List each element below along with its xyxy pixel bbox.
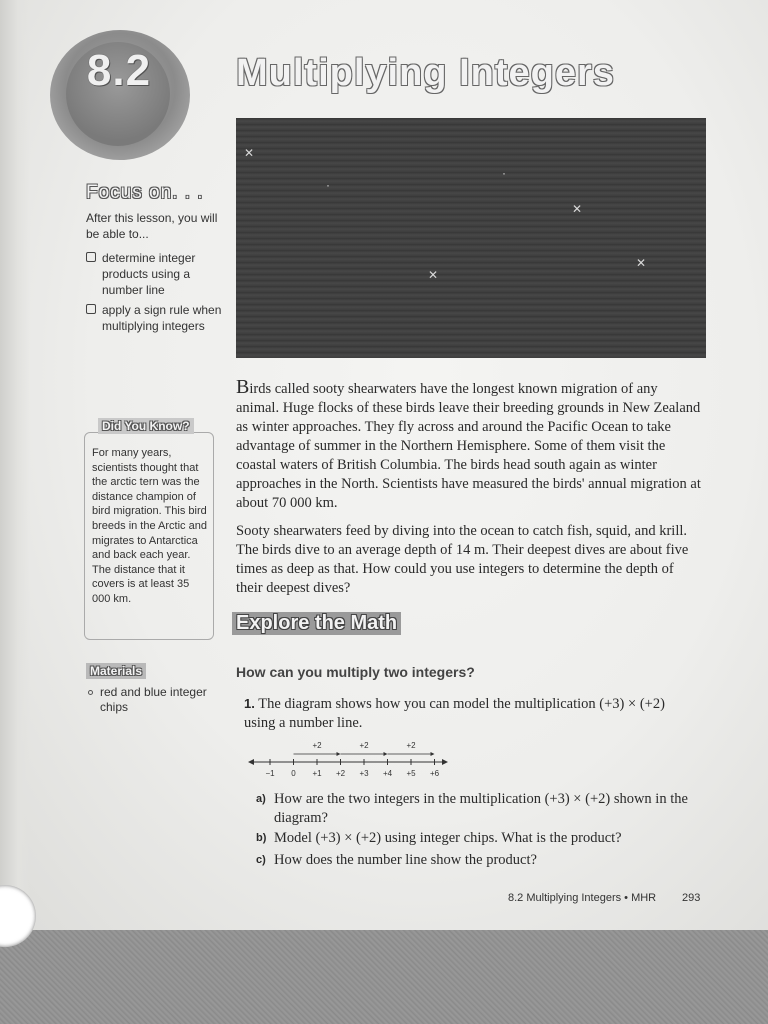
- scanner-bottom-band: [0, 930, 768, 1024]
- question-1: [244, 694, 694, 733]
- intro-paragraph-2: Sooty shearwaters feed by diving into the ocean to catch fish, squid, and krill. The birds dive to an average depth of 14 m. Their deepest dives are about five times as deep as that. How could you use integers to determine the depth of their deepest dives?: [236, 523, 689, 596]
- bird-icon: ·: [502, 166, 506, 180]
- page-footer: 8.2 Multiplying Integers • MHR: [508, 892, 657, 904]
- jump-label: +2: [359, 741, 369, 750]
- focus-intro: After this lesson, you will be able to...: [86, 211, 218, 241]
- subquestion-a-text: How are the two integers in the multiplication (+3) × (+2) shown in the diagram?: [274, 791, 688, 826]
- drop-cap: B: [236, 376, 250, 398]
- bird-icon: ✕: [636, 256, 647, 270]
- subquestion-b-text: Model (+3) × (+2) using integer chips. What is the product?: [274, 830, 622, 846]
- page-left-shadow: [0, 0, 30, 940]
- explore-question-heading: How can you multiply two integers?: [236, 664, 475, 680]
- jump-arrowhead-icon: [384, 752, 388, 756]
- arrow-right-icon: [442, 759, 448, 765]
- subquestion-a: [258, 790, 688, 828]
- section-number: 8.2: [86, 46, 152, 95]
- question-1-text: The diagram shows how you can model the multiplication (+3) × (+2) using a number line.: [244, 696, 665, 731]
- bird-icon: ·: [326, 178, 330, 192]
- section-title: Multiplying Integers: [236, 52, 615, 94]
- subquestion-c-letter: c): [256, 854, 266, 866]
- number-line-tick-label: −1: [265, 769, 275, 778]
- checkbox-icon: [86, 252, 96, 262]
- checkbox-icon: [86, 304, 96, 314]
- focus-item: [86, 250, 226, 298]
- number-line-tick-label: +5: [406, 769, 416, 778]
- materials-list: [86, 685, 226, 715]
- subquestion-b: [258, 829, 688, 848]
- materials-title: Materials: [86, 663, 146, 679]
- number-line-tick-label: +4: [382, 769, 393, 778]
- bird-icon: ✕: [244, 146, 255, 160]
- intro-paragraph-1-text: irds called sooty shearwaters have the longest known migration of any animal. Huge flocks of these birds leave their breeding grounds in New Zealand as winter approaches. They fly across and around the Pacific Ocean to take advantage of summer in the Northern Hemisphere. Some of them visit the coastal waters of British Columbia. The birds head south again as winter approaches in the North. Scientists have measured the birds' annual migration at about 70 000 km.: [236, 381, 701, 511]
- bird-icon: ✕: [428, 268, 439, 282]
- subquestion-a-letter: a): [256, 793, 266, 805]
- bullet-icon: [88, 690, 93, 695]
- focus-item-text: apply a sign rule when multiplying integers: [102, 303, 222, 333]
- question-1-number: 1.: [244, 696, 255, 711]
- arrow-left-icon: [248, 759, 254, 765]
- jump-label: +2: [312, 741, 322, 750]
- number-line-diagram: [248, 740, 448, 780]
- shearwater-photo: [236, 118, 706, 358]
- subquestion-c-text: How does the number line show the product?: [274, 852, 537, 868]
- page-number: 293: [682, 892, 701, 904]
- materials-item: [86, 685, 226, 715]
- subquestion-b-letter: b): [256, 832, 267, 844]
- number-line-tick-label: 0: [291, 769, 296, 778]
- materials-item-text: red and blue integer chips: [100, 685, 207, 714]
- did-you-know-title: Did You Know?: [98, 418, 194, 434]
- bird-icon: ✕: [572, 202, 583, 216]
- number-line-tick-label: +1: [312, 769, 322, 778]
- number-line-tick-label: +2: [335, 769, 346, 778]
- focus-on-title: Focus on. . .: [86, 182, 204, 203]
- subquestion-c: [258, 851, 688, 870]
- number-line-tick-label: +6: [429, 769, 440, 778]
- jump-arrowhead-icon: [337, 752, 341, 756]
- explore-the-math-title: Explore the Math: [232, 612, 401, 635]
- focus-item: [86, 302, 226, 334]
- jump-label: +2: [406, 741, 416, 750]
- intro-paragraph-1: [236, 378, 702, 513]
- jump-arrowhead-icon: [431, 752, 435, 756]
- focus-item-text: determine integer products using a number line: [102, 251, 196, 297]
- focus-list: [86, 250, 226, 338]
- number-line-tick-label: +3: [359, 769, 369, 778]
- did-you-know-text: For many years, scientists thought that the arctic tern was the distance champion of bird migration. This bird breeds in the Arctic and migrates to Antarctica and back each year. The distance that it covers is at least 35 000 km.: [92, 447, 207, 605]
